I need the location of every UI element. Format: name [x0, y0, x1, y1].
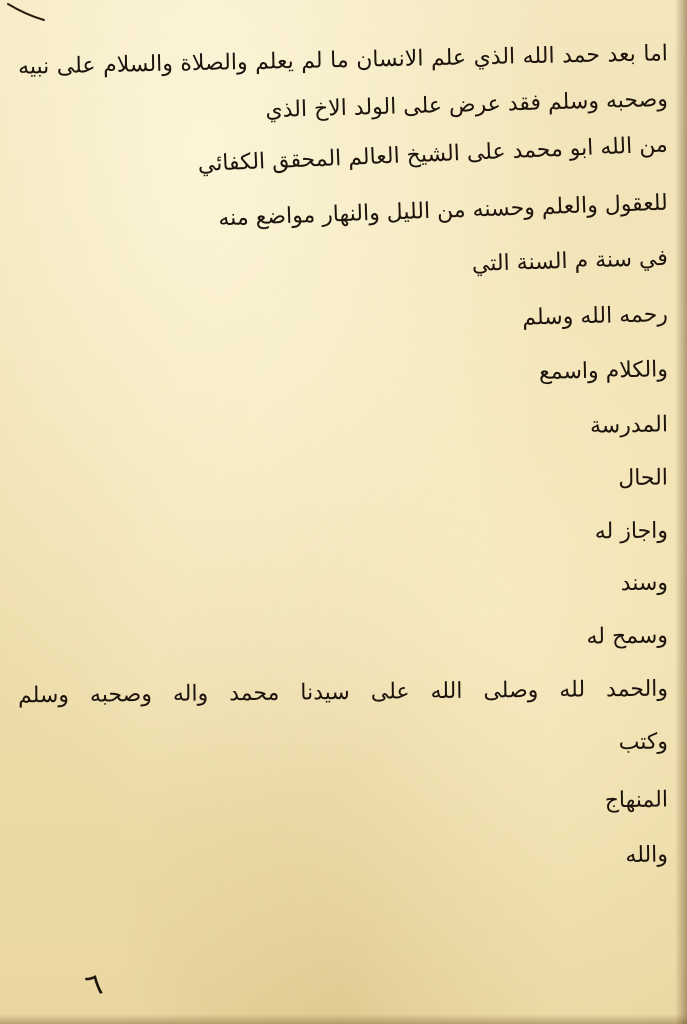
manuscript-line: وسند: [620, 570, 669, 597]
manuscript-line: اما بعد حمد الله الذي علم الانسان ما لم يعلم والصلاة والسلام على نبيه: [17, 41, 669, 80]
manuscript-line: للعقول والعلم وحسنه من الليل والنهار مواضع منه: [217, 190, 669, 232]
manuscript-line: وكتب: [618, 729, 669, 756]
manuscript-line: رحمه الله وسلم: [522, 302, 669, 331]
page-bottom-shadow: [0, 1014, 687, 1024]
manuscript-line: المدرسة: [589, 412, 669, 439]
manuscript-line: والكلام واسمع: [538, 357, 669, 385]
manuscript-line: [18, 893, 668, 907]
manuscript-line: واجاز له: [594, 518, 669, 545]
manuscript-line: المنهاج: [604, 787, 669, 814]
page-edge-shadow: [675, 0, 687, 1024]
manuscript-line: من الله ابو محمد على الشيخ العالم المحقق الكفائي: [197, 132, 669, 178]
manuscript-line: والله: [625, 842, 669, 869]
manuscript-line: وسمح له: [586, 623, 669, 650]
manuscript-text-block: [18, 30, 668, 960]
manuscript-line: في سنة م السنة التي: [471, 245, 669, 277]
folio-number: ٦: [81, 966, 106, 1005]
manuscript-line: وصحبه وسلم فقد عرض على الولد الاخ الذي: [265, 86, 669, 124]
manuscript-line: الحال: [618, 465, 669, 492]
manuscript-line: والحمد لله وصلى الله على سيدنا محمد واله وصحبه وسلم: [17, 676, 669, 709]
